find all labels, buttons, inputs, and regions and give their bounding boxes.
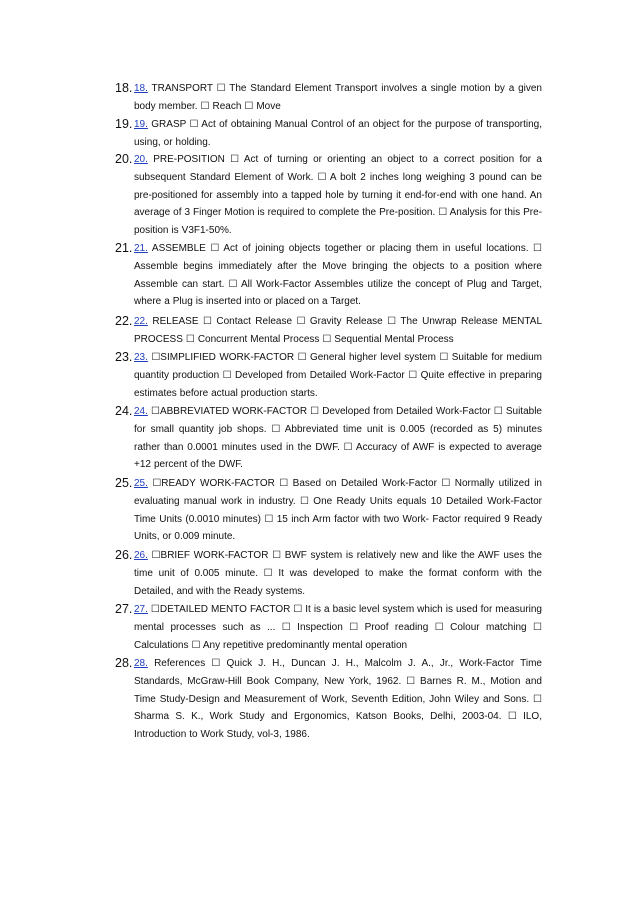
item-text: ☐ABBREVIATED WORK-FACTOR ☐ Developed from Detailed Work-Factor ☐ Suitable for small quantity job shops. ☐ Abbreviated time unit is 0.005 (recorded as 5) minutes rather than 0.0001 minutes used in the DWF. ☐ Accuracy of AWF is expected to average +12 percent of the DWF. bbox=[134, 406, 542, 471]
item-number: 24. bbox=[115, 404, 133, 418]
item-text: PRE-POSITION ☐ Act of turning or orienting an object to a correct position for a subsequent Standard Element of Work. ☐ A bolt 2 inches long weighing 3 pound can be pre-positioned for assembly into a tapped hole by turning it end-for-end with one hand. An average of 3 Finger Motion is required to complete the Pre-position. ☐ Analysis for this Pre-position is V3F1-50%. bbox=[134, 154, 542, 237]
item-body bbox=[134, 547, 542, 600]
item-number: 19. bbox=[115, 117, 133, 131]
item-text: References ☐ Quick J. H., Duncan J. H., Malcolm J. A., Jr., Work-Factor Time Standards, McGraw-Hill Book Company, New York, 1962. ☐ Barnes R. M., Motion and Time Study-Design and Measurement of Work, Seventh Edition, John Wiley and Sons. ☐ Sharma S. K., Work Study and Ergonomics, Katson Books, Delhi, 2003-04. ☐ ILO, Introduction to Work Study, vol-3, 1986. bbox=[134, 658, 542, 741]
item-number: 20. bbox=[115, 152, 133, 166]
item-body bbox=[134, 116, 542, 152]
item-number: 23. bbox=[115, 350, 133, 364]
item-body bbox=[134, 240, 542, 311]
item-body bbox=[134, 313, 542, 349]
item-number: 25. bbox=[115, 476, 133, 490]
item-text: RELEASE ☐ Contact Release ☐ Gravity Release ☐ The Unwrap Release MENTAL PROCESS ☐ Concurrent Mental Process ☐ Sequential Mental Process bbox=[134, 316, 542, 345]
item-text: ☐READY WORK-FACTOR ☐ Based on Detailed Work-Factor ☐ Normally utilized in evaluating manual work in industry. ☐ One Ready Units equals 10 Detailed Work-Factor Time Units (0.0010 minutes) ☐ 15 inch Arm factor with two Work- Factor required 9 Ready Units, or 0.009 minute. bbox=[134, 478, 542, 543]
item-body bbox=[134, 151, 542, 240]
item-link[interactable]: 27. bbox=[134, 604, 148, 615]
item-link[interactable]: 23. bbox=[134, 352, 148, 363]
item-link[interactable]: 18. bbox=[134, 83, 148, 94]
item-number: 22. bbox=[115, 314, 133, 328]
item-text: ☐SIMPLIFIED WORK-FACTOR ☐ General higher level system ☐ Suitable for medium quantity production ☐ Developed from Detailed Work-Factor ☐ Quite effective in preparing estimates before actual production starts. bbox=[134, 352, 542, 399]
item-number: 21. bbox=[115, 241, 133, 255]
item-link[interactable]: 24. bbox=[134, 406, 148, 417]
item-text: TRANSPORT ☐ The Standard Element Transport involves a single motion by a given body member. ☐ Reach ☐ Move bbox=[134, 83, 542, 112]
item-text: GRASP ☐ Act of obtaining Manual Control of an object for the purpose of transporting, using, or holding. bbox=[134, 119, 542, 148]
item-text: ☐DETAILED MENTO FACTOR ☐ It is a basic level system which is used for measuring mental processes such as ... ☐ Inspection ☐ Proof reading ☐ Colour matching ☐ Calculations ☐ Any repetitive predominantly mental operation bbox=[134, 604, 542, 651]
item-link[interactable]: 28. bbox=[134, 658, 148, 669]
item-body bbox=[134, 475, 542, 546]
item-number: 18. bbox=[115, 81, 133, 95]
item-body bbox=[134, 349, 542, 402]
item-body bbox=[134, 403, 542, 474]
item-text: ASSEMBLE ☐ Act of joining objects together or placing them in useful locations. ☐ Assemble begins immediately after the Move bringing the objects to a position where Assemble can start. ☐ All Work-Factor Assembles utilize the concept of Plug and Target, where a Plug is inserted into or placed on a Target. bbox=[134, 243, 542, 308]
item-link[interactable]: 22. bbox=[134, 316, 148, 327]
item-link[interactable]: 19. bbox=[134, 119, 148, 130]
item-text: ☐BRIEF WORK-FACTOR ☐ BWF system is relatively new and like the AWF uses the time unit of 0.005 minute. ☐ It was developed to make the format conform with the Detailed, and with the Ready systems. bbox=[134, 550, 542, 597]
item-link[interactable]: 26. bbox=[134, 550, 148, 561]
item-link[interactable]: 20. bbox=[134, 154, 148, 165]
item-number: 27. bbox=[115, 602, 133, 616]
item-link[interactable]: 21. bbox=[134, 243, 148, 254]
item-link[interactable]: 25. bbox=[134, 478, 148, 489]
item-body bbox=[134, 601, 542, 654]
item-body bbox=[134, 80, 542, 116]
item-number: 26. bbox=[115, 548, 133, 562]
item-body bbox=[134, 655, 542, 744]
item-number: 28. bbox=[115, 656, 133, 670]
